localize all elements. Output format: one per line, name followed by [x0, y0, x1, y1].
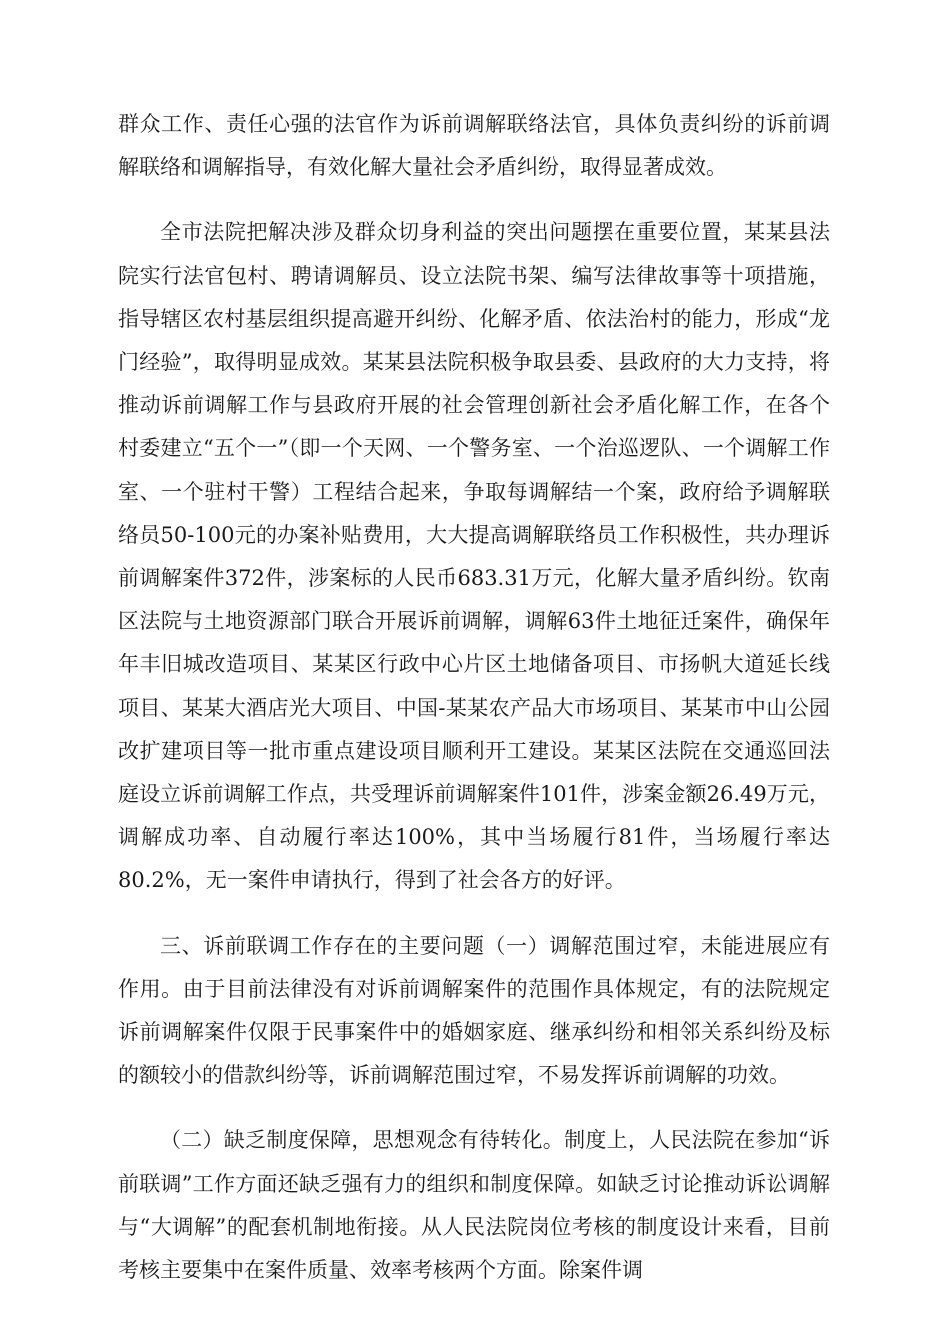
paragraph-court-measures: 全市法院把解决涉及群众切身利益的突出问题摆在重要位置，某某县法院实行法官包村、聘请调解员、设立法院书架、编写法律故事等十项措施，指导辖区农村基层组织提高避开纠纷、化解矛盾、依法治村的能力，形成“龙门经验”，取得明显成效。某某县法院积极争取县委、县政府的大力支持，将推动诉前调解工作与县政府开展的社会管理创新社会矛盾化解工作，在各个村委建立“五个一”（即一个天网、一个警务室、一个治巡逻队、一个调解工作室、一个驻村干警）工程结合起来，争取每调解结一个案，政府给予调解联络员50-100元的办案补贴费用，大大提高调解联络员工作积极性，共办理诉前调解案件372件，涉案标的人民币683.31万元，化解大量矛盾纠纷。钦南区法院与土地资源部门联合开展诉前调解，调解63件土地征迁案件，确保年年丰旧城改造项目、某某区行政中心片区土地储备项目、市扬帆大道延长线项目、某某大酒店光大项目、中国-某某农产品大市场项目、某某市中山公园改扩建项目等一批市重点建设项目顺利开工建设。某某区法院在交通巡回法庭设立诉前调解工作点，共受理诉前调解案件101件，涉案金额26.49万元，调解成功率、自动履行率达100%，其中当场履行81件，当场履行率达80.2%，无一案件申请执行，得到了社会各方的好评。 [118, 220, 830, 893]
paragraph-institutional-guarantee: （二）缺乏制度保障，思想观念有待转化。制度上，人民法院在参加“诉前联调”工作方面还缺乏强有力的组织和制度保障。如缺乏讨论推动诉讼调解与“大调解”的配套机制地衔接。从人民法院岗位考核的制度设计来看，目前考核主要集中在案件质量、效率考核两个方面。除案件调 [118, 1128, 830, 1283]
paragraph-continued: 群众工作、责任心强的法官作为诉前调解联络法官，具体负责纠纷的诉前调解联络和调解指导，有效化解大量社会矛盾纠纷，取得显著成效。 [118, 112, 830, 180]
paragraph-section-three: 三、诉前联调工作存在的主要问题（一）调解范围过窄，未能进展应有作用。由于目前法律没有对诉前调解案件的范围作具体规定，有的法院规定诉前调解案件仅限于民事案件中的婚姻家庭、继承纠纷和相邻关系纠纷及标的额较小的借款纠纷等，诉前调解范围过窄，不易发挥诉前调解的功效。 [118, 933, 830, 1088]
document-body [118, 103, 830, 1292]
